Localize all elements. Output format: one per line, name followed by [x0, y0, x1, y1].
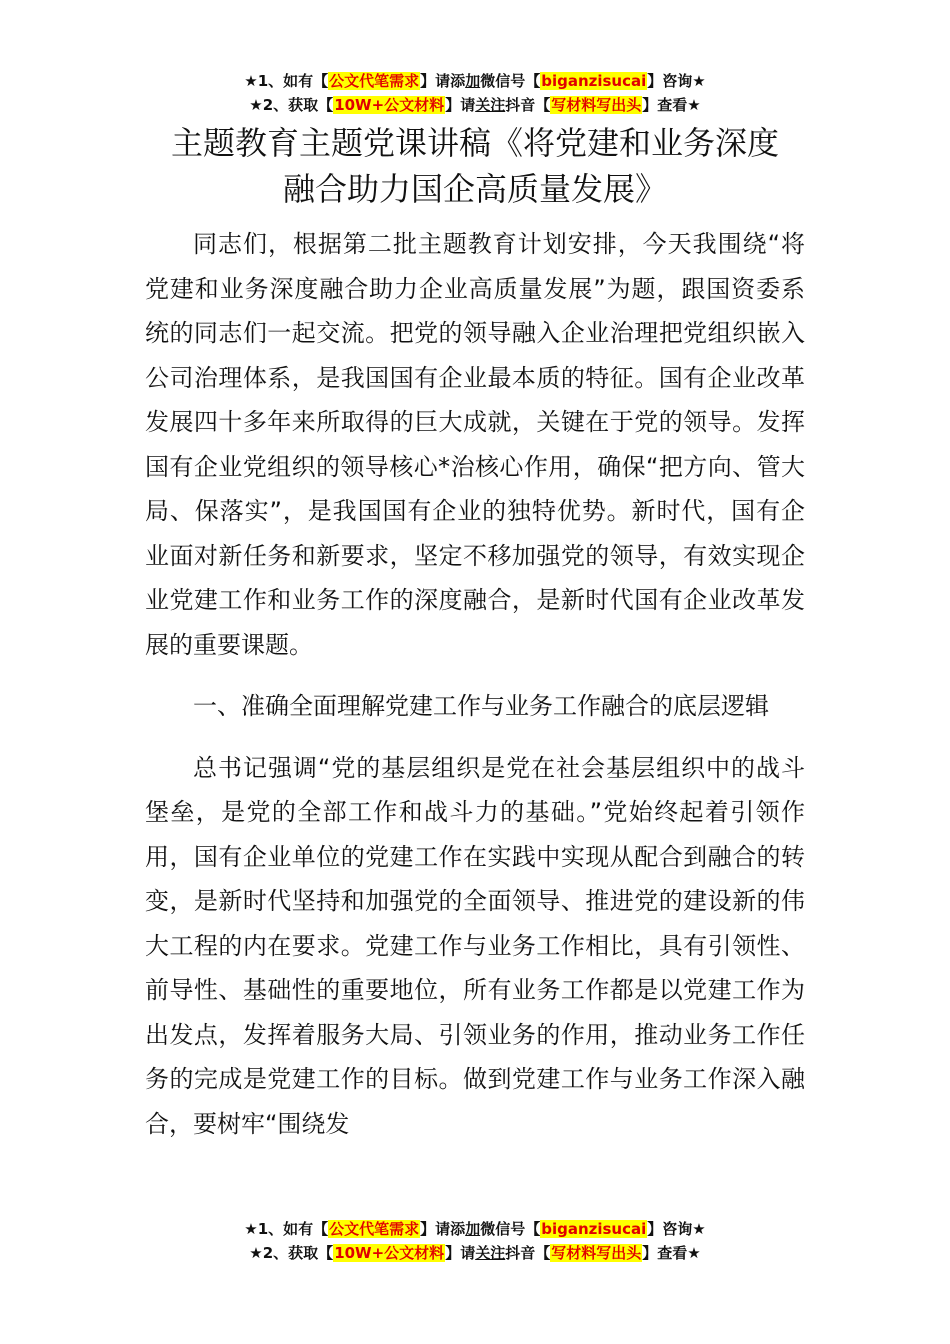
highlight-wechat-id: biganzisucai: [541, 72, 647, 90]
highlight-douyin-account: 写材料写出头: [551, 96, 642, 114]
document-title: [100, 120, 850, 212]
banner-text: ★1、如有【: [244, 1220, 329, 1238]
highlight-materials: 10W+公文材料: [334, 96, 445, 114]
section-heading-1: 一、准确全面理解党建工作与业务工作融合的底层逻辑: [193, 692, 769, 720]
banner-text: 】请添: [420, 1220, 466, 1238]
banner-text: ★1、如有【: [244, 72, 329, 90]
banner-text: 】咨询★: [647, 72, 706, 90]
highlight-ghostwriting: 公文代笔需求: [329, 72, 420, 90]
banner-text: 抖音【: [505, 1244, 551, 1262]
banner-text: 抖音【: [505, 96, 551, 114]
title-line-1: 主题教育主题党课讲稿《将党建和业务深度: [170, 124, 779, 162]
banner-line-1: [0, 69, 950, 93]
banner-text: 】请: [445, 96, 476, 114]
banner-underlined-text: 关注: [475, 1244, 506, 1262]
banner-text: ★2、获取【: [249, 1244, 334, 1262]
title-line-2: 融合助力国企高质量发展》: [282, 170, 667, 208]
banner-text: 】请添: [420, 72, 466, 90]
banner-underlined-text: 关注: [475, 96, 506, 114]
banner-underlined-text: 加: [465, 72, 481, 90]
highlight-ghostwriting: 公文代笔需求: [329, 1220, 420, 1238]
banner-text: 】查看★: [642, 96, 701, 114]
paragraph-intro: 同志们，根据第二批主题教育计划安排，今天我围绕“将党建和业务深度融合助力企业高质量发展”为题，跟国资委系统的同志们一起交流。把党的领导融入企业治理把党组织嵌入公司治理体系，是我国国有企业最本质的特征。国有企业改革发展四十多年来所取得的巨大成就，关键在于党的领导。发挥国有企业党组织的领导核心*治核心作用，确保“把方向、管大局、保落实”，是我国国有企业的独特优势。新时代，国有企业面对新任务和新要求，坚定不移加强党的领导，有效实现企业党建工作和业务工作的深度融合，是新时代国有企业改革发展的重要课题。: [145, 230, 805, 659]
highlight-wechat-id: biganzisucai: [541, 1220, 647, 1238]
banner-line-1: [0, 1217, 950, 1241]
bottom-banner: [0, 1217, 950, 1265]
top-banner: [0, 69, 950, 117]
paragraph-section-1: 总书记强调“党的基层组织是党在社会基层组织中的战斗堡垒，是党的全部工作和战斗力的基础。”党始终起着引领作用，国有企业单位的党建工作在实践中实现从配合到融合的转变，是新时代坚持和加强党的全面领导、推进党的建设新的伟大工程的内在要求。党建工作与业务工作相比，具有引领性、前导性、基础性的重要地位，所有业务工作都是以党建工作为出发点，发挥着服务大局、引领业务的作用，推动业务工作任务的完成是党建工作的目标。做到党建工作与业务工作深入融合，要树牢“围绕发: [145, 753, 805, 1138]
banner-line-2: [0, 1241, 950, 1265]
banner-text: 微信号【: [480, 72, 541, 90]
banner-text: 】请: [445, 1244, 476, 1262]
banner-text: 微信号【: [480, 1220, 541, 1238]
highlight-materials: 10W+公文材料: [334, 1244, 445, 1262]
banner-line-2: [0, 93, 950, 117]
banner-text: 】咨询★: [647, 1220, 706, 1238]
banner-text: ★2、获取【: [249, 96, 334, 114]
banner-text: 】查看★: [642, 1244, 701, 1262]
banner-underlined-text: 加: [465, 1220, 481, 1238]
document-body: [145, 222, 805, 1163]
highlight-douyin-account: 写材料写出头: [551, 1244, 642, 1262]
